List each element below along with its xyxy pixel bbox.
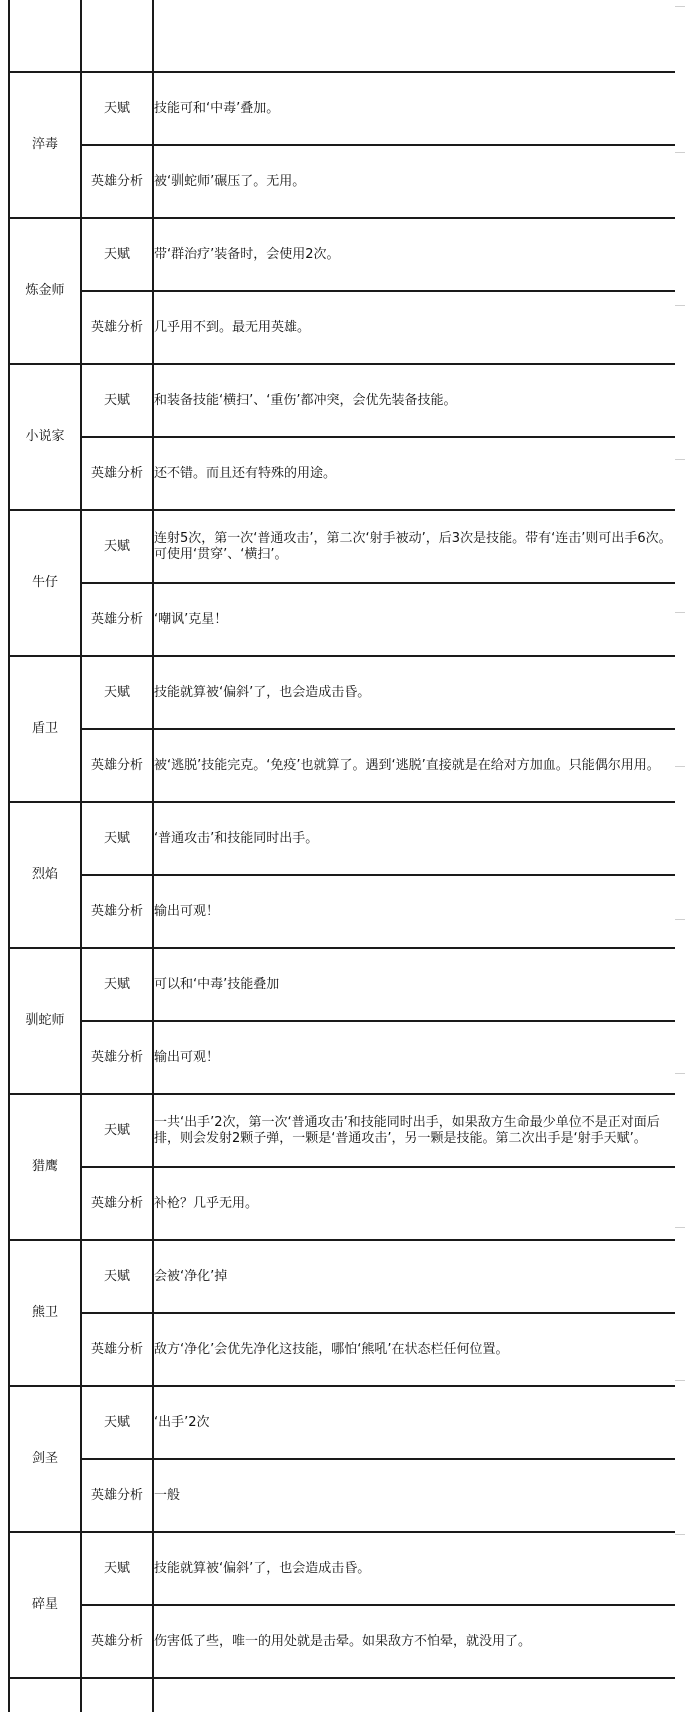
table-row [9,729,675,802]
table-row [9,1678,675,1712]
hero-talent-sheet [8,0,675,1712]
analysis-label: 英雄分析 [81,1167,153,1240]
talent-text: ‘出手’2次 [153,1386,675,1459]
analysis-text: 被‘驯蛇师’碾压了。无用。 [153,145,675,218]
hero-name: 碎星 [9,1532,81,1678]
talent-label: 天赋 [81,802,153,875]
hero-name: 小说家 [9,364,81,510]
table-cell [81,1678,153,1712]
analysis-label: 英雄分析 [81,1313,153,1386]
analysis-label: 英雄分析 [81,145,153,218]
talent-label: 天赋 [81,510,153,583]
table-row [9,802,675,875]
talent-text: 技能可和‘中毒’叠加。 [153,72,675,145]
hero-name: 驯蛇师 [9,948,81,1094]
talent-label: 天赋 [81,1094,153,1167]
table-row [9,1605,675,1678]
analysis-text: ‘嘲讽’克星！ [153,583,675,656]
table-row [9,1532,675,1605]
table-row [9,291,675,364]
hero-name: 猎鹰 [9,1094,81,1240]
analysis-text: 还不错。而且还有特殊的用途。 [153,437,675,510]
hero-name: 淬毒 [9,72,81,218]
talent-text: 一共‘出手’2次，第一次‘普通攻击’和技能同时出手，如果敌方生命最少单位不是正对面后排，则会发射2颗子弹，一颗是‘普通攻击’，另一颗是技能。第二次出手是‘射手天赋’。 [153,1094,675,1167]
table-row [9,510,675,583]
table-row [9,1386,675,1459]
analysis-label: 英雄分析 [81,1459,153,1532]
table-cell [81,0,153,72]
talent-text: 连射5次，第一次‘普通攻击’，第二次‘射手被动’，后3次是技能。带有‘连击’则可出手6次。可使用‘贯穿’、‘横扫’。 [153,510,675,583]
hero-table [8,0,675,1712]
talent-text: 和装备技能‘横扫’、‘重伤’都冲突，会优先装备技能。 [153,364,675,437]
table-row [9,1094,675,1167]
analysis-text: 被‘逃脱’技能完克。‘免疫’也就算了。遇到‘逃脱’直接就是在给对方加血。只能偶尔用用。 [153,729,675,802]
table-row [9,1021,675,1094]
table-row [9,72,675,145]
talent-label: 天赋 [81,948,153,1021]
sheet-margin-ticks [675,0,685,1712]
hero-name: 剑圣 [9,1386,81,1532]
talent-label: 天赋 [81,656,153,729]
talent-text: 技能就算被‘偏斜’了，也会造成击昏。 [153,656,675,729]
analysis-label: 英雄分析 [81,729,153,802]
analysis-text: 补枪？几乎无用。 [153,1167,675,1240]
talent-text: 可以和‘中毒’技能叠加 [153,948,675,1021]
hero-name: 牛仔 [9,510,81,656]
analysis-text: 敌方‘净化’会优先净化这技能，哪怕‘熊吼’在状态栏任何位置。 [153,1313,675,1386]
analysis-text: 一般 [153,1459,675,1532]
talent-text: 带‘群治疗’装备时，会使用2次。 [153,218,675,291]
talent-text: 会被‘净化’掉 [153,1240,675,1313]
analysis-label: 英雄分析 [81,875,153,948]
table-cell [153,1678,675,1712]
talent-text: ‘普通攻击’和技能同时出手。 [153,802,675,875]
analysis-label: 英雄分析 [81,291,153,364]
talent-label: 天赋 [81,218,153,291]
table-row [9,1167,675,1240]
talent-label: 天赋 [81,364,153,437]
analysis-text: 伤害低了些，唯一的用处就是击晕。如果敌方不怕晕，就没用了。 [153,1605,675,1678]
analysis-text: 输出可观！ [153,1021,675,1094]
talent-label: 天赋 [81,1240,153,1313]
talent-label: 天赋 [81,1386,153,1459]
analysis-label: 英雄分析 [81,1605,153,1678]
hero-name: 炼金师 [9,218,81,364]
table-cell [9,1678,81,1712]
hero-name: 盾卫 [9,656,81,802]
table-row [9,948,675,1021]
table-cell [9,0,81,72]
talent-text: 技能就算被‘偏斜’了，也会造成击昏。 [153,1532,675,1605]
hero-name: 熊卫 [9,1240,81,1386]
talent-label: 天赋 [81,1532,153,1605]
table-row [9,583,675,656]
analysis-label: 英雄分析 [81,437,153,510]
table-row [9,0,675,72]
table-row [9,364,675,437]
table-row [9,437,675,510]
table-row [9,218,675,291]
analysis-label: 英雄分析 [81,1021,153,1094]
analysis-label: 英雄分析 [81,583,153,656]
table-row [9,656,675,729]
table-cell [153,0,675,72]
analysis-text: 几乎用不到。最无用英雄。 [153,291,675,364]
analysis-text: 输出可观！ [153,875,675,948]
table-row [9,145,675,218]
hero-name: 烈焰 [9,802,81,948]
hero-table-body [9,0,675,1712]
table-row [9,1459,675,1532]
table-row [9,1313,675,1386]
talent-label: 天赋 [81,72,153,145]
table-row [9,875,675,948]
table-row [9,1240,675,1313]
